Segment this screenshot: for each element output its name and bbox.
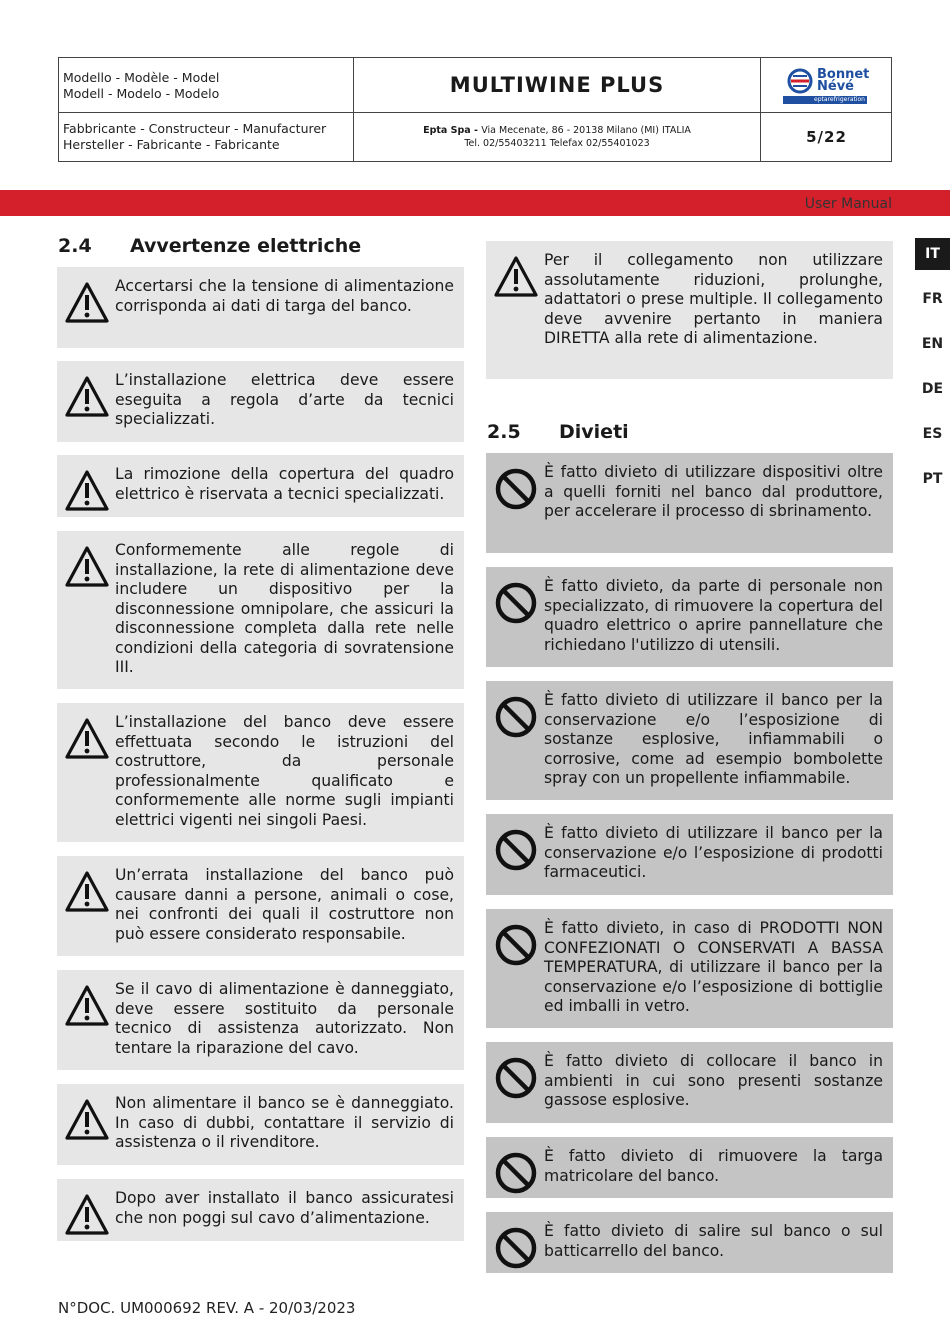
prohibition-box: È fatto divieto di collocare il banco in ambienti in cui sono presenti sostanze gassose esplosive. (486, 1042, 893, 1123)
lang-tab-it[interactable]: IT (915, 238, 950, 270)
page-number: 5/22 (806, 128, 847, 146)
warning-box: Se il cavo di alimentazione è danneggiato, deve essere sostituito da personale tecnico di assistenza autorizzato. Non tentare la riparazione del cavo. (57, 970, 464, 1070)
prohibition-box: È fatto divieto, in caso di PRODOTTI NON CONFEZIONATI O CONSERVATI A BASSA TEMPERATURA, di utilizzare il banco per la conservazione e/o l’esposizione di bottiglie ed imballi in vetro. (486, 909, 893, 1028)
prohibition-box: È fatto divieto di utilizzare il banco per la conservazione e/o l’esposizione di sostanze esplosive, infiammabili o corrosive, come ad esempio bombolette spray con un propellente infiammabile. (486, 681, 893, 800)
section-title-2-4: 2.4 Avvertenze elettriche (58, 235, 362, 257)
prohibition-icon (494, 1151, 538, 1195)
brand-logo: Bonnet Névé eptarefrigeration (761, 58, 892, 112)
warning-triangle-icon (65, 1193, 109, 1237)
warning-box: L’installazione del banco deve essere effettuata secondo le istruzioni del costruttore, da personale professionalmente qualificato e conformemente alle norme sugli impianti elettrici vigenti nei singoli Paesi. (57, 703, 464, 842)
document-footer: N°DOC. UM000692 REV. A - 20/03/2023 (58, 1299, 356, 1317)
language-tabs (915, 238, 950, 508)
manufacturer-label: Fabbricante - Constructeur - Manufacturer Hersteller - Fabricante - Fabricante (63, 121, 327, 152)
prohibition-box: È fatto divieto, da parte di personale non specializzato, di rimuovere la copertura del quadro elettrico o aprire pannellature che richiedano l'utilizzo di utensili. (486, 567, 893, 667)
lang-tab-es[interactable]: ES (922, 426, 943, 442)
prohibition-icon (494, 923, 538, 967)
prohibition-icon (494, 1226, 538, 1270)
prohibition-box: È fatto divieto di utilizzare dispositivi oltre a quelli forniti nel banco dal produttore, per accelerare il processo di sbrinamento. (486, 453, 893, 553)
warning-box: Dopo aver installato il banco assicuratesi che non poggi sul cavo d’alimentazione. (57, 1179, 464, 1241)
manual-label: User Manual (804, 196, 892, 212)
warning-triangle-icon (65, 375, 109, 419)
prohibition-icon (494, 467, 538, 511)
warning-box: Non alimentare il banco se è danneggiato. In caso di dubbi, contattare il servizio di assistenza o il rivenditore. (57, 1084, 464, 1165)
warning-box: Per il collegamento non utilizzare assolutamente riduzioni, prolunghe, adattatori o prese multiple. Il collegamento deve avvenire pertanto in maniera DIRETTA alla rete di alimentazione. (486, 241, 893, 379)
prohibition-box: È fatto divieto di utilizzare il banco per la conservazione e/o l’esposizione di prodotti farmaceutici. (486, 814, 893, 895)
warning-triangle-icon (65, 281, 109, 325)
warning-box: L’installazione elettrica deve essere eseguita a regola d’arte da tecnici specializzati. (57, 361, 464, 442)
lang-tab-de[interactable]: DE (921, 381, 944, 397)
product-title: MULTIWINE PLUS (449, 73, 665, 97)
warning-triangle-icon (65, 717, 109, 761)
warning-triangle-icon (65, 870, 109, 914)
prohibition-icon (494, 1056, 538, 1100)
company-address: Epta Spa - Via Mecenate, 86 - 20138 Milano (MI) ITALIA Tel. 02/55403211 Telefax 02/55401023 (423, 125, 691, 149)
prohibition-box: È fatto divieto di salire sul banco o sul batticarrello del banco. (486, 1212, 893, 1273)
prohibition-icon (494, 581, 538, 625)
warning-triangle-icon (65, 984, 109, 1028)
prohibition-box: È fatto divieto di rimuovere la targa matricolare del banco. (486, 1137, 893, 1198)
prohibition-icon (494, 695, 538, 739)
lang-tab-fr[interactable]: FR (922, 291, 943, 307)
warning-triangle-icon (65, 1098, 109, 1142)
logo-swirl-icon (785, 66, 815, 96)
model-label: Modello - Modèle - Model Modell - Modelo - Modelo (63, 70, 220, 101)
lang-tab-en[interactable]: EN (921, 336, 944, 352)
prohibition-icon (494, 828, 538, 872)
warning-triangle-icon (65, 545, 109, 589)
warning-triangle-icon (65, 469, 109, 513)
lang-tab-pt[interactable]: PT (922, 471, 943, 487)
warning-box: Conformemente alle regole di installazione, la rete di alimentazione deve includere un dispositivo per la disconnessione omnipolare, che assicuri la disconnessione completa dalla rete nelle condizioni della categoria di sovratensione III. (57, 531, 464, 689)
warning-triangle-icon (494, 255, 538, 299)
warning-box: Un’errata installazione del banco può causare danni a persone, animali o cose, nei confronti dei quali il costruttore non può essere considerato responsabile. (57, 856, 464, 956)
warning-box: Accertarsi che la tensione di alimentazione corrisponda ai dati di targa del banco. (57, 267, 464, 348)
section-title-2-5: 2.5 Divieti (487, 421, 629, 443)
warning-box: La rimozione della copertura del quadro elettrico è riservata a tecnici specializzati. (57, 455, 464, 517)
document-header (58, 57, 892, 162)
